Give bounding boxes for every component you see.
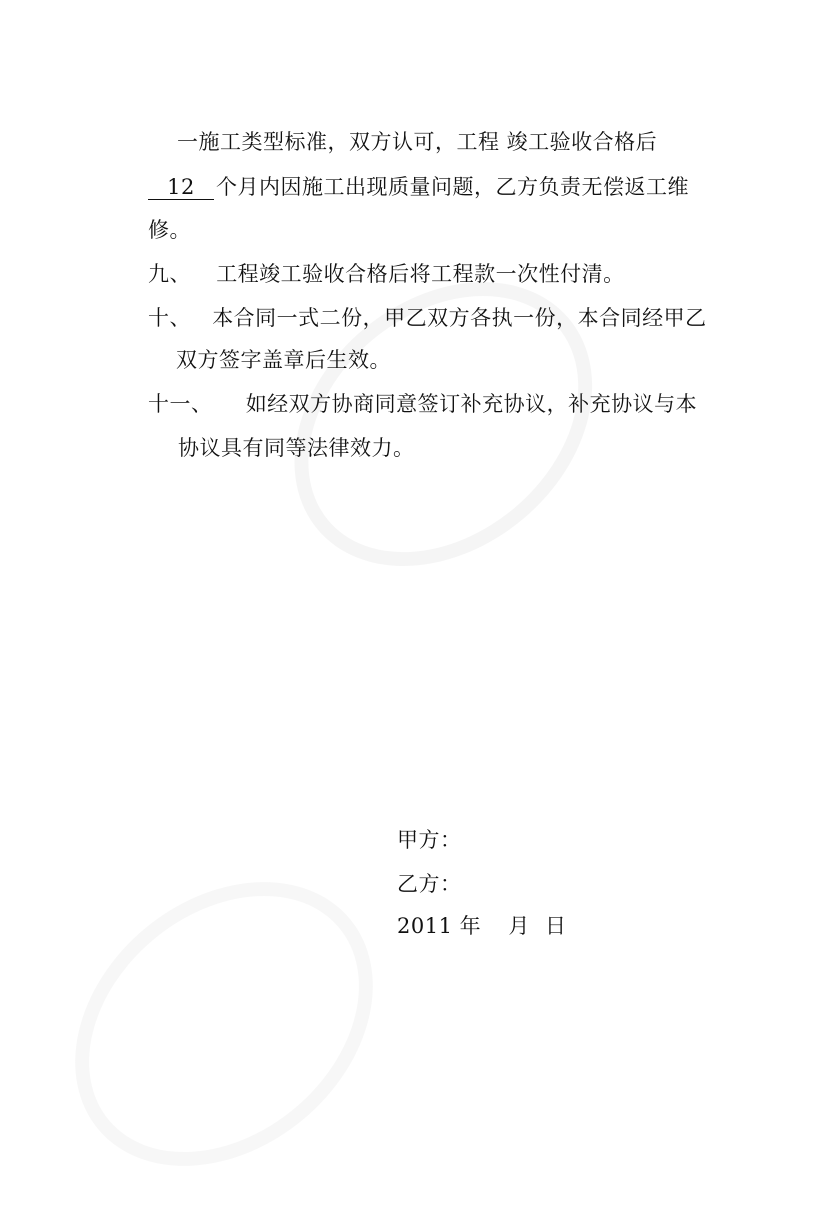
clause-9 <box>148 260 625 288</box>
signature-date <box>397 912 567 940</box>
clause-11-line-1 <box>148 390 697 418</box>
clause-8-line-2-text: 个月内因施工出现质量问题，乙方负责无偿返工维 <box>216 175 689 199</box>
clause-10-text-1: 本合同一式二份，甲乙双方各执一份，本合同经甲乙 <box>212 306 707 330</box>
date-day-unit: 日 <box>545 914 567 938</box>
date-year: 2011 <box>397 914 453 938</box>
clause-10-line-1 <box>148 304 707 332</box>
clause-11-text-1: 如经双方协商同意签订补充协议，补充协议与本 <box>245 392 698 416</box>
clause-9-text: 工程竣工验收合格后将工程款一次性付清。 <box>216 262 625 286</box>
clause-8-line-2 <box>148 173 689 201</box>
clause-10-line-2: 双方签字盖章后生效。 <box>176 348 391 372</box>
watermark-logo-bottom <box>19 824 430 1224</box>
party-a-label: 甲方： <box>397 828 462 852</box>
date-month-unit: 月 <box>508 914 530 938</box>
clause-9-number: 九、 <box>148 262 191 286</box>
clause-11-number: 十一、 <box>148 392 213 416</box>
clause-10-number: 十、 <box>148 306 191 330</box>
warranty-months-blank: 12 <box>148 175 214 200</box>
clause-11-line-2: 协议具有同等法律效力。 <box>178 436 415 460</box>
date-year-unit: 年 <box>459 914 482 938</box>
watermark-logo <box>224 228 636 633</box>
clause-8-line-1: 一施工类型标准，双方认可，工程 竣工验收合格后 <box>177 130 658 154</box>
clause-8-line-3: 修。 <box>148 218 191 242</box>
party-b-label: 乙方： <box>397 872 462 896</box>
